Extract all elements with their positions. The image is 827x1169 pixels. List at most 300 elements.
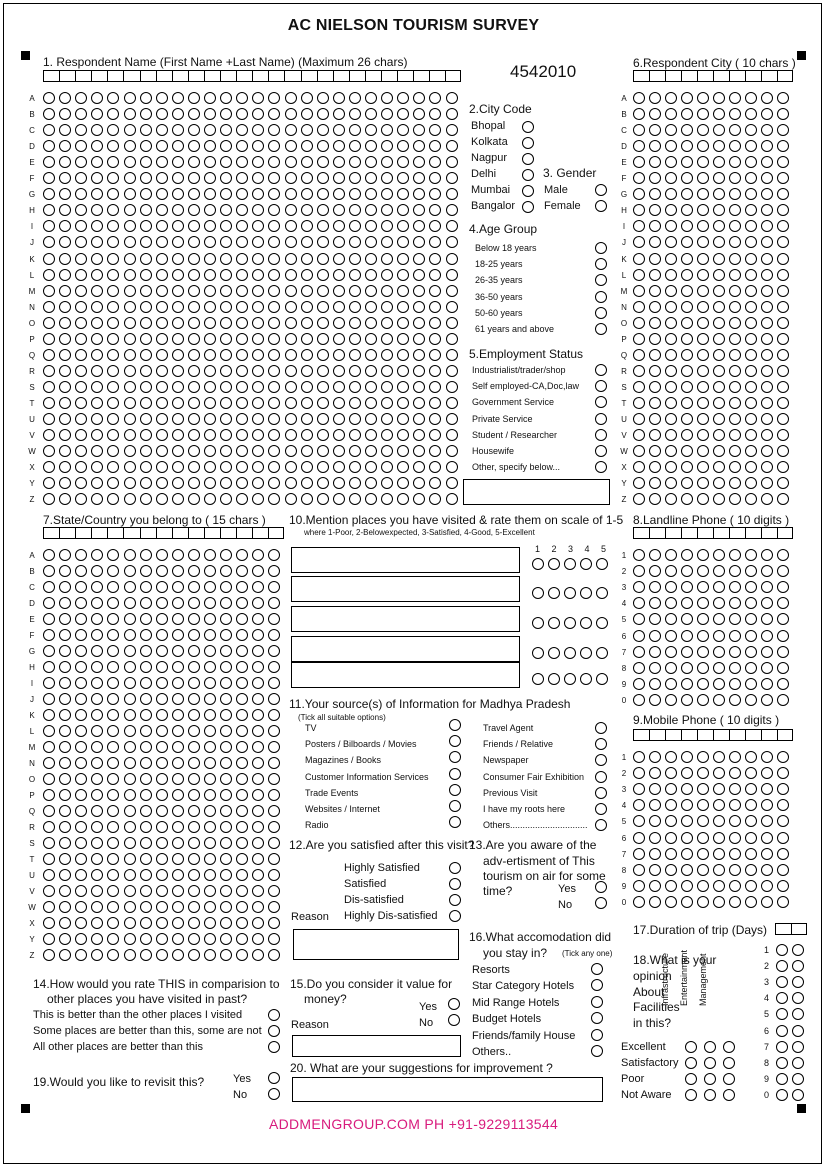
q1-name-bubble[interactable] xyxy=(172,269,184,281)
q1-name-bubble[interactable] xyxy=(59,285,71,297)
q1-name-bubble[interactable] xyxy=(285,429,297,441)
q1-name-bubble[interactable] xyxy=(107,301,119,313)
q8-landline-bubble[interactable] xyxy=(649,678,661,690)
q7-state-bubble[interactable] xyxy=(43,757,55,769)
char-cell[interactable] xyxy=(777,527,793,539)
q7-state-bubble[interactable] xyxy=(252,741,264,753)
q7-state-bubble[interactable] xyxy=(124,869,136,881)
q1-name-bubble[interactable] xyxy=(301,156,313,168)
q1-name-bubble[interactable] xyxy=(381,381,393,393)
q7-state-bubble[interactable] xyxy=(220,565,232,577)
q1-name-bubble[interactable] xyxy=(59,413,71,425)
q9-mobile-bubble[interactable] xyxy=(649,880,661,892)
q6-city-bubble[interactable] xyxy=(697,333,709,345)
q6-city-bubble[interactable] xyxy=(697,285,709,297)
q1-name-bubble[interactable] xyxy=(140,429,152,441)
char-cell[interactable] xyxy=(156,70,172,82)
q1-name-bubble[interactable] xyxy=(365,301,377,313)
q18-duration-bubble[interactable] xyxy=(792,1089,804,1101)
q9-mobile-bubble[interactable] xyxy=(761,848,773,860)
q6-city-bubble[interactable] xyxy=(777,429,789,441)
q1-name-bubble[interactable] xyxy=(285,204,297,216)
q1-name-bubble[interactable] xyxy=(333,285,345,297)
char-cell[interactable] xyxy=(729,729,745,741)
q7-state-bubble[interactable] xyxy=(156,549,168,561)
q7-state-bubble[interactable] xyxy=(59,629,71,641)
q7-state-bubble[interactable] xyxy=(124,949,136,961)
q1-name-bubble[interactable] xyxy=(333,333,345,345)
char-cell[interactable] xyxy=(252,527,268,539)
q6-city-bubble[interactable] xyxy=(697,92,709,104)
q1-name-bubble[interactable] xyxy=(236,349,248,361)
q1-name-bubble[interactable] xyxy=(446,349,458,361)
q7-state-bubble[interactable] xyxy=(220,917,232,929)
q7-state-bubble[interactable] xyxy=(59,837,71,849)
q7-state-bubble[interactable] xyxy=(156,629,168,641)
q8-landline-bubble[interactable] xyxy=(777,630,789,642)
q9-mobile-bubble[interactable] xyxy=(777,848,789,860)
q7-state-bubble[interactable] xyxy=(220,949,232,961)
q1-name-bubble[interactable] xyxy=(285,397,297,409)
q7-state-bubble[interactable] xyxy=(75,645,87,657)
q7-state-bubble[interactable] xyxy=(43,661,55,673)
q7-state-bubble[interactable] xyxy=(188,597,200,609)
q7-state-bubble[interactable] xyxy=(140,549,152,561)
q7-state-bubble[interactable] xyxy=(188,821,200,833)
q7-state-bubble[interactable] xyxy=(75,741,87,753)
q8-landline-bubble[interactable] xyxy=(681,678,693,690)
char-cell[interactable] xyxy=(681,70,697,82)
q7-state-bubble[interactable] xyxy=(107,853,119,865)
q1-name-bubble[interactable] xyxy=(75,381,87,393)
q7-state-bubble[interactable] xyxy=(43,901,55,913)
char-cell[interactable] xyxy=(75,70,91,82)
q7-state-bubble[interactable] xyxy=(140,917,152,929)
q1-name-bubble[interactable] xyxy=(301,140,313,152)
q1-name-bubble[interactable] xyxy=(365,317,377,329)
q1-name-bubble[interactable] xyxy=(220,269,232,281)
q18-rating-bubble[interactable] xyxy=(704,1073,716,1085)
q7-state-bubble[interactable] xyxy=(204,693,216,705)
q7-state-bubble[interactable] xyxy=(140,693,152,705)
q7-state-bubble[interactable] xyxy=(59,853,71,865)
q6-city-bubble[interactable] xyxy=(697,317,709,329)
q7-state-bubble[interactable] xyxy=(75,757,87,769)
q1-name-bubble[interactable] xyxy=(156,220,168,232)
q1-name-bubble[interactable] xyxy=(381,253,393,265)
q9-mobile-bubble[interactable] xyxy=(777,751,789,763)
q10-rating-bubble[interactable] xyxy=(548,587,560,599)
char-cell[interactable] xyxy=(713,70,729,82)
q7-state-bubble[interactable] xyxy=(156,917,168,929)
q7-state-bubble[interactable] xyxy=(140,677,152,689)
q1-name-bubble[interactable] xyxy=(124,381,136,393)
q7-state-bubble[interactable] xyxy=(204,885,216,897)
q7-state-bubble[interactable] xyxy=(59,917,71,929)
q1-name-bubble[interactable] xyxy=(236,333,248,345)
q10-rating-bubble[interactable] xyxy=(564,617,576,629)
q7-state-bubble[interactable] xyxy=(220,853,232,865)
q7-state-bubble[interactable] xyxy=(43,709,55,721)
q1-name-bubble[interactable] xyxy=(220,92,232,104)
q1-name-bubble[interactable] xyxy=(333,269,345,281)
q1-name-bubble[interactable] xyxy=(91,285,103,297)
q9-mobile-bubble[interactable] xyxy=(633,896,645,908)
q6-city-bubble[interactable] xyxy=(665,285,677,297)
q1-name-bubble[interactable] xyxy=(124,92,136,104)
char-cell[interactable] xyxy=(188,70,204,82)
q6-city-bubble[interactable] xyxy=(729,349,741,361)
q1-name-bubble[interactable] xyxy=(301,92,313,104)
q7-state-bubble[interactable] xyxy=(204,853,216,865)
q1-name-bubble[interactable] xyxy=(317,92,329,104)
q7-state-bubble[interactable] xyxy=(220,869,232,881)
q6-city-bubble[interactable] xyxy=(777,381,789,393)
q1-name-bubble[interactable] xyxy=(413,349,425,361)
q7-state-bubble[interactable] xyxy=(156,933,168,945)
q9-mobile-bubble[interactable] xyxy=(745,848,757,860)
q1-name-bubble[interactable] xyxy=(252,269,264,281)
q1-name-bubble[interactable] xyxy=(301,477,313,489)
q7-state-bubble[interactable] xyxy=(75,693,87,705)
q7-state-bubble[interactable] xyxy=(220,901,232,913)
q12-reason-field[interactable] xyxy=(293,929,459,960)
q1-name-bubble[interactable] xyxy=(413,269,425,281)
q6-city-bubble[interactable] xyxy=(649,333,661,345)
q7-state-bubble[interactable] xyxy=(188,645,200,657)
q1-name-bubble[interactable] xyxy=(43,413,55,425)
q18-duration-bubble[interactable] xyxy=(792,1041,804,1053)
q6-city-bubble[interactable] xyxy=(681,397,693,409)
q9-mobile-bubble[interactable] xyxy=(777,832,789,844)
char-cell[interactable] xyxy=(633,729,649,741)
q7-state-bubble[interactable] xyxy=(188,629,200,641)
q7-state-bubble[interactable] xyxy=(107,949,119,961)
q7-state-bubble[interactable] xyxy=(75,821,87,833)
q7-state-bubble[interactable] xyxy=(107,901,119,913)
q8-landline-bubble[interactable] xyxy=(633,678,645,690)
q6-city-bubble[interactable] xyxy=(697,397,709,409)
q2-option-radio[interactable] xyxy=(522,137,534,149)
q7-state-bubble[interactable] xyxy=(236,837,248,849)
q6-city-bubble[interactable] xyxy=(649,269,661,281)
q1-name-bubble[interactable] xyxy=(446,397,458,409)
q1-name-bubble[interactable] xyxy=(140,301,152,313)
q7-state-bubble[interactable] xyxy=(124,933,136,945)
q1-name-bubble[interactable] xyxy=(429,269,441,281)
q7-state-bubble[interactable] xyxy=(236,693,248,705)
q8-landline-bubble[interactable] xyxy=(697,694,709,706)
q1-name-bubble[interactable] xyxy=(124,269,136,281)
q9-mobile-bubble[interactable] xyxy=(697,767,709,779)
q1-name-bubble[interactable] xyxy=(59,333,71,345)
q7-state-bubble[interactable] xyxy=(124,757,136,769)
q8-landline-bubble[interactable] xyxy=(729,630,741,642)
q1-name-bubble[interactable] xyxy=(188,461,200,473)
q1-name-bubble[interactable] xyxy=(188,445,200,457)
q1-name-bubble[interactable] xyxy=(91,301,103,313)
q1-name-bubble[interactable] xyxy=(285,365,297,377)
q6-city-bubble[interactable] xyxy=(729,108,741,120)
char-cell[interactable] xyxy=(697,527,713,539)
q5-option-radio[interactable] xyxy=(595,364,607,376)
q1-name-bubble[interactable] xyxy=(381,269,393,281)
q1-name-bubble[interactable] xyxy=(301,124,313,136)
q20-suggestions-field[interactable] xyxy=(292,1077,603,1102)
q7-state-bubble[interactable] xyxy=(156,677,168,689)
q9-mobile-bubble[interactable] xyxy=(729,751,741,763)
q1-name-bubble[interactable] xyxy=(124,140,136,152)
q8-landline-bubble[interactable] xyxy=(777,549,789,561)
q1-name-bubble[interactable] xyxy=(172,413,184,425)
q8-landline-bubble[interactable] xyxy=(697,646,709,658)
q1-name-bubble[interactable] xyxy=(413,253,425,265)
q7-state-bubble[interactable] xyxy=(91,741,103,753)
q9-mobile-bubble[interactable] xyxy=(745,896,757,908)
q6-city-bubble[interactable] xyxy=(745,349,757,361)
q7-state-bubble[interactable] xyxy=(59,645,71,657)
q7-state-bubble[interactable] xyxy=(43,773,55,785)
char-cell[interactable] xyxy=(649,729,665,741)
q10-place-field[interactable] xyxy=(291,576,520,602)
q1-name-bubble[interactable] xyxy=(285,381,297,393)
q7-state-bubble[interactable] xyxy=(204,837,216,849)
q1-name-bubble[interactable] xyxy=(188,413,200,425)
q6-city-bubble[interactable] xyxy=(745,285,757,297)
q1-name-bubble[interactable] xyxy=(140,156,152,168)
q9-mobile-bubble[interactable] xyxy=(761,896,773,908)
q1-name-bubble[interactable] xyxy=(59,397,71,409)
q10-rating-bubble[interactable] xyxy=(564,673,576,685)
q1-name-bubble[interactable] xyxy=(365,365,377,377)
q1-name-bubble[interactable] xyxy=(397,365,409,377)
q8-landline-bubble[interactable] xyxy=(649,549,661,561)
q1-name-bubble[interactable] xyxy=(156,269,168,281)
q7-state-bubble[interactable] xyxy=(75,837,87,849)
q1-name-bubble[interactable] xyxy=(365,92,377,104)
q7-state-bubble[interactable] xyxy=(220,629,232,641)
q1-name-bubble[interactable] xyxy=(349,108,361,120)
q7-state-bubble[interactable] xyxy=(43,613,55,625)
q7-state-bubble[interactable] xyxy=(204,949,216,961)
q7-state-bubble[interactable] xyxy=(172,885,184,897)
q7-state-bubble[interactable] xyxy=(268,917,280,929)
q7-state-bubble[interactable] xyxy=(268,949,280,961)
q1-name-bubble[interactable] xyxy=(156,172,168,184)
q1-name-bubble[interactable] xyxy=(301,220,313,232)
q9-mobile-bubble[interactable] xyxy=(713,832,725,844)
q1-name-bubble[interactable] xyxy=(429,285,441,297)
q7-state-bubble[interactable] xyxy=(268,837,280,849)
q1-name-bubble[interactable] xyxy=(349,365,361,377)
q18-rating-bubble[interactable] xyxy=(723,1073,735,1085)
q7-state-bubble[interactable] xyxy=(204,757,216,769)
q7-state-bubble[interactable] xyxy=(268,885,280,897)
q1-name-bubble[interactable] xyxy=(172,333,184,345)
q7-state-bubble[interactable] xyxy=(59,741,71,753)
q1-name-bubble[interactable] xyxy=(156,493,168,505)
q7-state-bubble[interactable] xyxy=(188,789,200,801)
q1-name-bubble[interactable] xyxy=(204,333,216,345)
q8-landline-bubble[interactable] xyxy=(633,694,645,706)
q1-name-bubble[interactable] xyxy=(365,381,377,393)
q1-name-bubble[interactable] xyxy=(188,108,200,120)
char-cell[interactable] xyxy=(729,70,745,82)
q1-name-bubble[interactable] xyxy=(204,317,216,329)
q7-state-bubble[interactable] xyxy=(252,901,264,913)
q6-city-bubble[interactable] xyxy=(649,365,661,377)
q6-city-bubble[interactable] xyxy=(681,445,693,457)
char-cell[interactable] xyxy=(633,527,649,539)
q1-name-bubble[interactable] xyxy=(156,429,168,441)
q1-name-bubble[interactable] xyxy=(188,124,200,136)
q7-state-bubble[interactable] xyxy=(172,741,184,753)
q1-name-bubble[interactable] xyxy=(397,253,409,265)
q8-landline-bubble[interactable] xyxy=(713,662,725,674)
char-cell[interactable] xyxy=(204,70,220,82)
q7-state-bubble[interactable] xyxy=(156,901,168,913)
q1-name-bubble[interactable] xyxy=(349,140,361,152)
char-cell[interactable] xyxy=(236,70,252,82)
q1-name-bubble[interactable] xyxy=(204,397,216,409)
q9-mobile-bubble[interactable] xyxy=(761,880,773,892)
q1-name-bubble[interactable] xyxy=(301,445,313,457)
q1-name-bubble[interactable] xyxy=(59,92,71,104)
q1-name-bubble[interactable] xyxy=(446,445,458,457)
q11-source-checkbox[interactable] xyxy=(595,722,607,734)
q6-city-bubble[interactable] xyxy=(745,253,757,265)
q1-name-bubble[interactable] xyxy=(413,317,425,329)
q9-mobile-bubble[interactable] xyxy=(745,751,757,763)
q7-state-bubble[interactable] xyxy=(75,805,87,817)
q6-city-bubble[interactable] xyxy=(633,317,645,329)
q18-duration-bubble[interactable] xyxy=(776,1089,788,1101)
q7-state-bubble[interactable] xyxy=(268,821,280,833)
q7-state-bubble[interactable] xyxy=(156,741,168,753)
q16-option-radio[interactable] xyxy=(591,1045,603,1057)
q7-state-bubble[interactable] xyxy=(124,549,136,561)
q7-state-bubble[interactable] xyxy=(43,741,55,753)
q1-name-bubble[interactable] xyxy=(43,429,55,441)
q7-state-bubble[interactable] xyxy=(140,837,152,849)
q1-name-bubble[interactable] xyxy=(365,429,377,441)
q1-name-bubble[interactable] xyxy=(333,156,345,168)
q1-name-bubble[interactable] xyxy=(124,461,136,473)
q1-name-bubble[interactable] xyxy=(172,172,184,184)
q1-name-bubble[interactable] xyxy=(349,317,361,329)
q6-city-bubble[interactable] xyxy=(777,124,789,136)
q6-city-bubble[interactable] xyxy=(681,285,693,297)
q7-state-bubble[interactable] xyxy=(188,949,200,961)
q1-name-bubble[interactable] xyxy=(285,285,297,297)
q7-state-bubble[interactable] xyxy=(236,949,248,961)
q6-city-bubble[interactable] xyxy=(729,301,741,313)
q1-name-bubble[interactable] xyxy=(349,381,361,393)
q9-mobile-bubble[interactable] xyxy=(777,767,789,779)
q1-name-bubble[interactable] xyxy=(446,92,458,104)
q1-name-bubble[interactable] xyxy=(156,253,168,265)
q7-state-bubble[interactable] xyxy=(236,789,248,801)
q9-mobile-bubble[interactable] xyxy=(697,832,709,844)
q5-option-radio[interactable] xyxy=(595,429,607,441)
q1-name-bubble[interactable] xyxy=(446,220,458,232)
q1-name-bubble[interactable] xyxy=(429,301,441,313)
q1-name-bubble[interactable] xyxy=(172,140,184,152)
q1-name-bubble[interactable] xyxy=(204,365,216,377)
q1-name-bubble[interactable] xyxy=(301,333,313,345)
q1-name-bubble[interactable] xyxy=(317,156,329,168)
q1-name-bubble[interactable] xyxy=(140,381,152,393)
q6-city-bubble[interactable] xyxy=(633,301,645,313)
q8-landline-bubble[interactable] xyxy=(745,694,757,706)
q1-name-bubble[interactable] xyxy=(91,253,103,265)
q7-state-bubble[interactable] xyxy=(140,613,152,625)
q1-name-bubble[interactable] xyxy=(365,349,377,361)
q1-name-bubble[interactable] xyxy=(333,493,345,505)
q1-name-bubble[interactable] xyxy=(204,301,216,313)
q18-rating-bubble[interactable] xyxy=(723,1089,735,1101)
q1-name-bubble[interactable] xyxy=(446,365,458,377)
q7-state-bubble[interactable] xyxy=(59,805,71,817)
char-cell[interactable] xyxy=(777,729,793,741)
q1-name-bubble[interactable] xyxy=(140,477,152,489)
q7-state-bubble[interactable] xyxy=(91,821,103,833)
q6-city-bubble[interactable] xyxy=(729,413,741,425)
q7-state-bubble[interactable] xyxy=(75,677,87,689)
q9-mobile-bubble[interactable] xyxy=(761,767,773,779)
q8-landline-bubble[interactable] xyxy=(665,646,677,658)
q7-state-bubble[interactable] xyxy=(124,629,136,641)
q7-state-bubble[interactable] xyxy=(140,901,152,913)
q11-source-checkbox[interactable] xyxy=(449,768,461,780)
q6-city-bubble[interactable] xyxy=(761,445,773,457)
q8-landline-bubble[interactable] xyxy=(697,678,709,690)
q9-mobile-bubble[interactable] xyxy=(665,848,677,860)
q1-name-bubble[interactable] xyxy=(301,188,313,200)
q18-duration-bubble[interactable] xyxy=(776,1041,788,1053)
q1-name-bubble[interactable] xyxy=(285,493,297,505)
q1-name-bubble[interactable] xyxy=(172,429,184,441)
q6-city-bubble[interactable] xyxy=(713,285,725,297)
q10-rating-bubble[interactable] xyxy=(548,647,560,659)
q8-landline-bubble[interactable] xyxy=(697,662,709,674)
q6-city-bubble[interactable] xyxy=(713,253,725,265)
q7-state-bubble[interactable] xyxy=(91,901,103,913)
q1-name-bubble[interactable] xyxy=(43,445,55,457)
q15-option-radio[interactable] xyxy=(448,1014,460,1026)
q7-state-bubble[interactable] xyxy=(204,549,216,561)
q6-city-bubble[interactable] xyxy=(681,381,693,393)
q1-name-bubble[interactable] xyxy=(301,253,313,265)
q7-state-bubble[interactable] xyxy=(140,581,152,593)
q7-state-bubble[interactable] xyxy=(188,613,200,625)
q6-city-bubble[interactable] xyxy=(745,413,757,425)
q7-state-bubble[interactable] xyxy=(43,789,55,801)
q8-landline-bubble[interactable] xyxy=(713,565,725,577)
q1-name-bubble[interactable] xyxy=(172,397,184,409)
q1-name-bubble[interactable] xyxy=(317,365,329,377)
q7-state-bubble[interactable] xyxy=(140,949,152,961)
q7-state-bubble[interactable] xyxy=(204,645,216,657)
q7-state-bubble[interactable] xyxy=(43,693,55,705)
q9-mobile-bubble[interactable] xyxy=(665,767,677,779)
q7-state-bubble[interactable] xyxy=(268,869,280,881)
q7-state-bubble[interactable] xyxy=(156,725,168,737)
q6-city-bubble[interactable] xyxy=(633,397,645,409)
q12-option-radio[interactable] xyxy=(449,878,461,890)
q8-landline-entry[interactable] xyxy=(633,527,793,539)
q1-name-bubble[interactable] xyxy=(204,285,216,297)
